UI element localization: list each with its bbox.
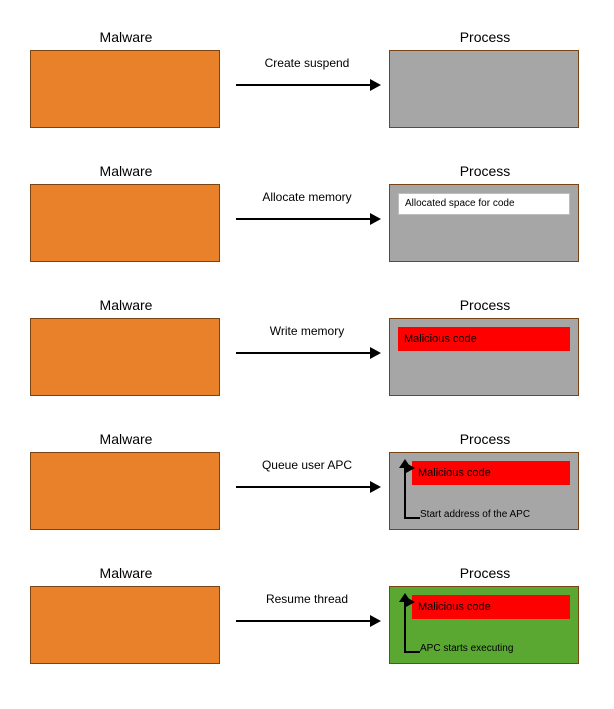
- action-label: Queue user APC: [261, 458, 353, 472]
- diagram-row-allocate-memory: [0, 162, 614, 290]
- action-label: Allocate memory: [262, 190, 352, 204]
- arrow-head-icon: [370, 79, 381, 91]
- process-column: [389, 28, 581, 128]
- process-box: [389, 184, 579, 262]
- action-arrow-group: [228, 162, 386, 262]
- apc-start-line: [404, 651, 420, 653]
- allocated-space-block: Allocated space for code: [398, 193, 570, 215]
- process-label: Process: [459, 431, 511, 447]
- malware-box: [30, 452, 220, 530]
- process-column: [389, 564, 581, 664]
- malicious-code-block: Malicious code: [412, 461, 570, 485]
- apc-note: Start address of the APC: [420, 509, 531, 520]
- action-arrow-group: [228, 28, 386, 128]
- process-box: [389, 452, 579, 530]
- process-column: [389, 296, 581, 396]
- process-column: [389, 162, 581, 262]
- diagram-row-create-suspend: [0, 28, 614, 156]
- action-arrow-group: [228, 430, 386, 530]
- process-column: [389, 430, 581, 530]
- arrow-head-icon: [370, 347, 381, 359]
- malware-box: [30, 50, 220, 128]
- malware-column: [30, 564, 222, 664]
- malware-label: Malware: [99, 565, 153, 581]
- apc-pointer-right-arrow-icon: [406, 597, 415, 607]
- malware-label: Malware: [99, 163, 153, 179]
- arrow-line: [236, 486, 372, 488]
- malware-box: [30, 586, 220, 664]
- process-label: Process: [459, 565, 511, 581]
- apc-pointer-line: [404, 601, 406, 653]
- arrow-line: [236, 352, 372, 354]
- malware-column: [30, 296, 222, 396]
- arrow-head-icon: [370, 481, 381, 493]
- action-arrow-group: [228, 564, 386, 664]
- arrow-line: [236, 218, 372, 220]
- malware-box: [30, 184, 220, 262]
- action-label: Resume thread: [265, 592, 349, 606]
- malware-label: Malware: [99, 297, 153, 313]
- arrow-line: [236, 84, 372, 86]
- arrow-line: [236, 620, 372, 622]
- diagram-row-write-memory: [0, 296, 614, 424]
- malware-column: [30, 28, 222, 128]
- malware-label: Malware: [99, 29, 153, 45]
- apc-note: APC starts executing: [420, 643, 514, 654]
- action-arrow-group: [228, 296, 386, 396]
- malware-box: [30, 318, 220, 396]
- process-box: [389, 50, 579, 128]
- process-label: Process: [459, 163, 511, 179]
- process-box: [389, 318, 579, 396]
- diagram-row-queue-user-apc: [0, 430, 614, 558]
- malware-column: [30, 162, 222, 262]
- action-label: Write memory: [269, 324, 345, 338]
- process-label: Process: [459, 29, 511, 45]
- process-box-executing: [389, 586, 579, 664]
- action-label: Create suspend: [264, 56, 350, 70]
- malware-label: Malware: [99, 431, 153, 447]
- apc-start-line: [404, 517, 420, 519]
- apc-pointer-right-arrow-icon: [406, 463, 415, 473]
- malicious-code-block: Malicious code: [412, 595, 570, 619]
- malicious-code-block: Malicious code: [398, 327, 570, 351]
- process-label: Process: [459, 297, 511, 313]
- diagram-row-resume-thread: [0, 564, 614, 692]
- arrow-head-icon: [370, 615, 381, 627]
- malware-column: [30, 430, 222, 530]
- apc-pointer-line: [404, 467, 406, 519]
- arrow-head-icon: [370, 213, 381, 225]
